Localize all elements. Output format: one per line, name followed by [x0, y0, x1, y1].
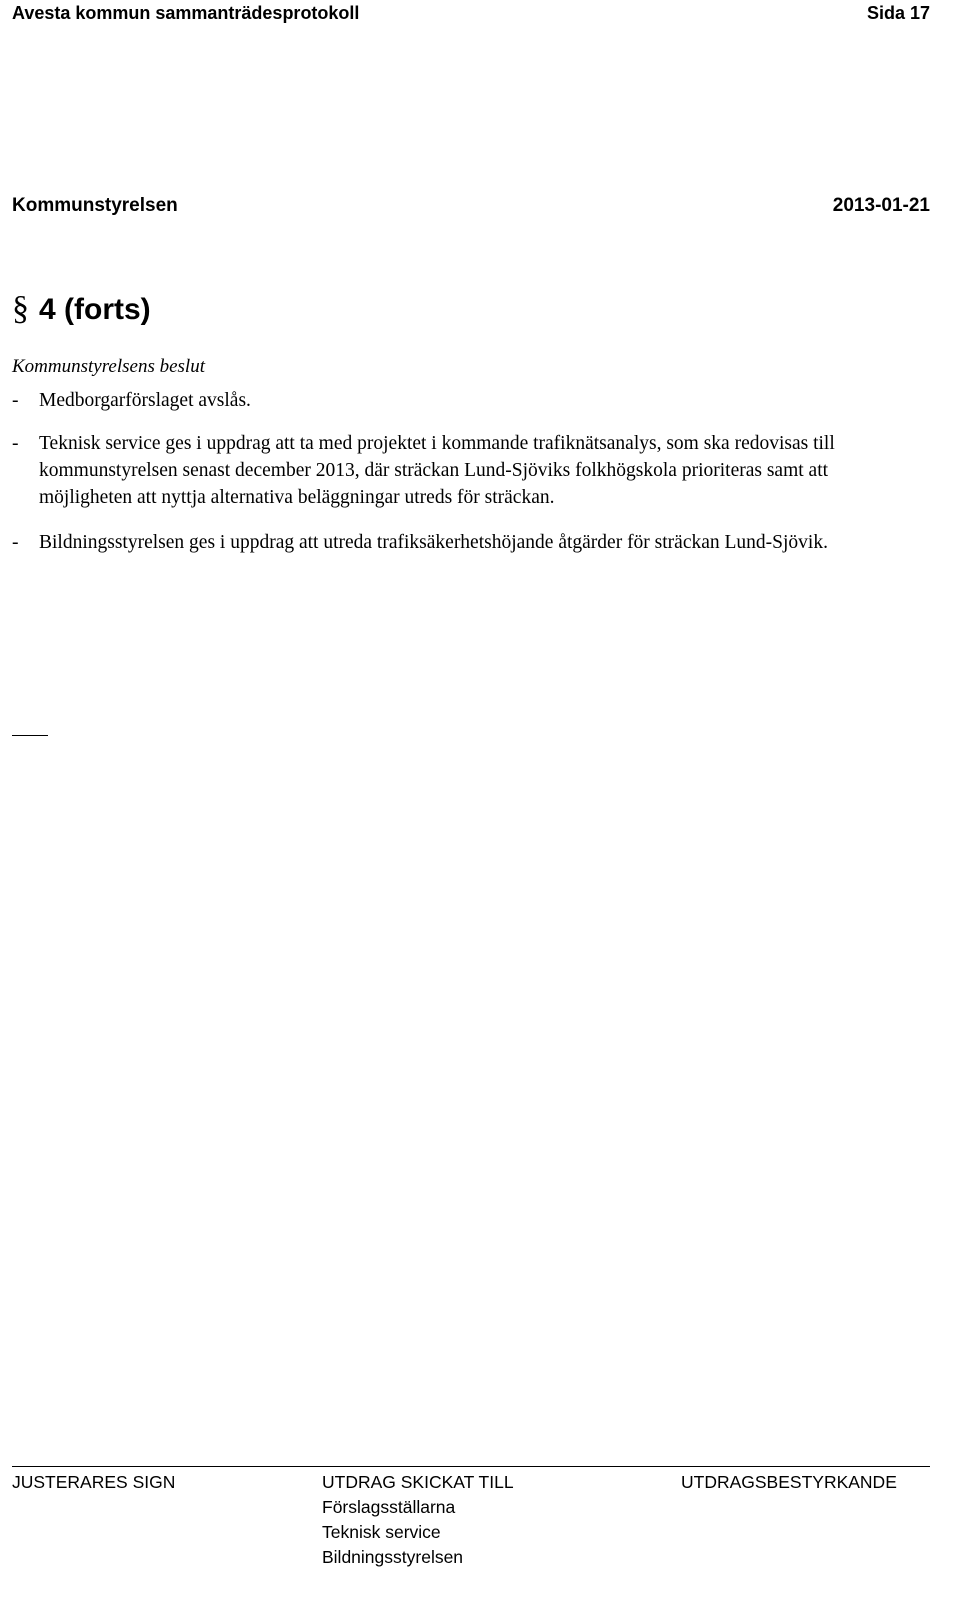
footer-certification-column: [681, 1470, 897, 1495]
section-sign: §: [12, 290, 29, 327]
item-text: Medborgarförslaget avslås.: [39, 390, 251, 411]
footer-recipients-column: [322, 1470, 514, 1570]
item-dash: -: [12, 390, 19, 411]
footer-recipient: Bildningsstyrelsen: [322, 1547, 464, 1567]
decision-item: [12, 387, 912, 414]
item-dash: -: [12, 532, 19, 553]
section-heading: [12, 290, 151, 328]
item-text: Bildningsstyrelsen ges i uppdrag att utreda trafiksäkerhetshöjande åtgärder för sträckan Lund-Sjövik.: [39, 532, 828, 553]
footer-recipients-heading: UTDRAG SKICKAT TILL: [322, 1472, 514, 1492]
footer-signature-heading: JUSTERARES SIGN: [12, 1472, 176, 1492]
footer-signature-column: [12, 1470, 175, 1495]
section-number: 4 (forts): [39, 293, 151, 326]
footer-recipient: Teknisk service: [322, 1522, 441, 1542]
footer-certification-heading: UTDRAGSBESTYRKANDE: [681, 1472, 897, 1492]
end-rule: [12, 735, 48, 736]
item-dash: -: [12, 433, 19, 454]
decision-title: Kommunstyrelsens beslut: [12, 356, 205, 377]
decision-item: [12, 430, 912, 511]
page-number: Sida 17: [866, 2, 930, 23]
meeting-body: Kommunstyrelsen: [12, 195, 178, 216]
document-title: Avesta kommun sammanträdesprotokoll: [12, 2, 360, 23]
decision-list: [12, 387, 912, 576]
document-header: [12, 0, 930, 26]
footer-recipient: Förslagsställarna: [322, 1497, 456, 1517]
meeting-info: [12, 195, 930, 217]
footer-divider: [12, 1466, 930, 1467]
item-text: Teknisk service ges i uppdrag att ta med projektet i kommande trafiknätsanalys, som ska redovisas till kommunstyrelsen senast december 2013, där sträckan Lund-Sjöviks folkhögskola prioriteras samt att möjligheten att nyttja alternativa beläggningar utreds för sträckan.: [39, 433, 835, 508]
decision-item: [12, 529, 912, 556]
meeting-date: 2013-01-21: [832, 195, 930, 216]
